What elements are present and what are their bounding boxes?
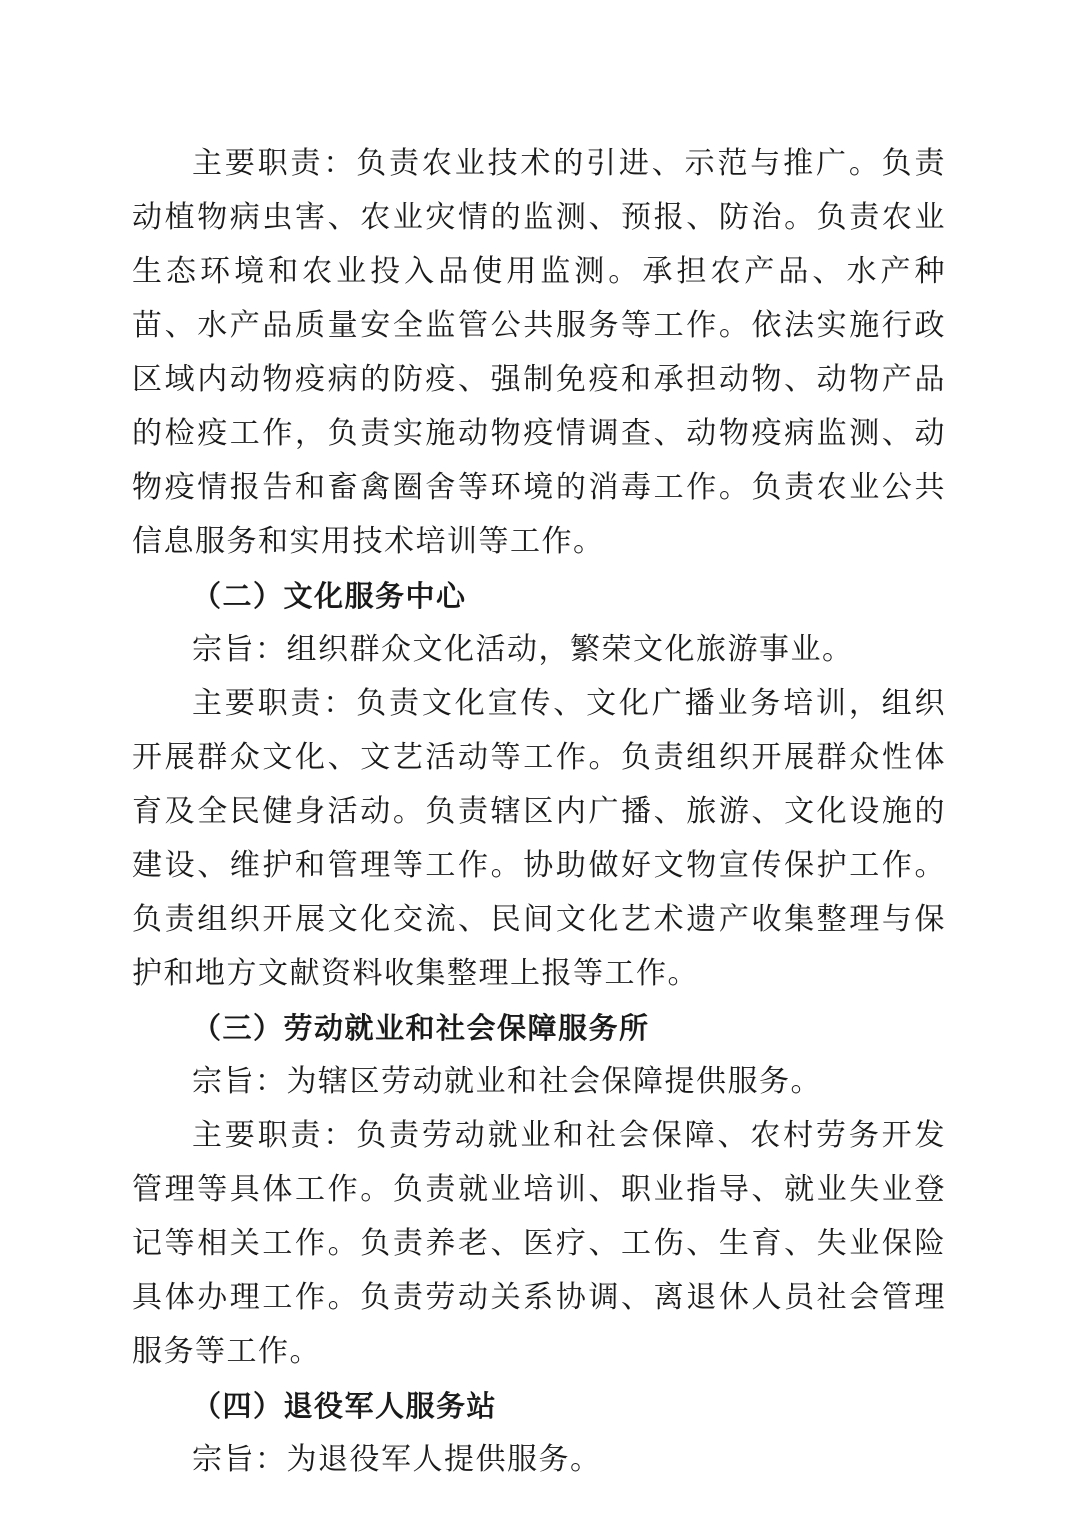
paragraph-culture-purpose: 宗旨：组织群众文化活动，繁荣文化旅游事业。 <box>192 632 854 667</box>
paragraph-agriculture-duties: 主要职责：负责农业技术的引进、示范与推广。负责动植物病虫害、农业灾情的监测、预报、防治。负责农业生态环境和农业投入品使用监测。承担农产品、水产种苗、水产品质量安全监管公共服务等工作。依法实施行政区域内动物疫病的防疫、强制免疫和承担动物、动物产品的检疫工作，负责实施动物疫情调查、动物疫病监测、动物疫情报告和畜禽圈舍等环境的消毒工作。负责农业公共信息服务和实用技术培训等工作。 <box>132 146 946 559</box>
paragraph-labor-purpose: 宗旨：为辖区劳动就业和社会保障提供服务。 <box>192 1064 822 1099</box>
section-heading-culture-center: （二）文化服务中心 <box>192 579 467 613</box>
document-body <box>132 137 946 1487</box>
paragraph-veterans-purpose: 宗旨：为退役军人提供服务。 <box>192 1442 602 1477</box>
paragraph-labor-duties: 主要职责：负责劳动就业和社会保障、农村劳务开发管理等具体工作。负责就业培训、职业指导、就业失业登记等相关工作。负责养老、医疗、工伤、生育、失业保险具体办理工作。负责劳动关系协调、离退休人员社会管理服务等工作。 <box>132 1118 946 1369</box>
section-heading-labor-office: （三）劳动就业和社会保障服务所 <box>192 1011 650 1045</box>
paragraph-culture-duties: 主要职责：负责文化宣传、文化广播业务培训，组织开展群众文化、文艺活动等工作。负责组织开展群众性体育及全民健身活动。负责辖区内广播、旅游、文化设施的建设、维护和管理等工作。协助做好文物宣传保护工作。负责组织开展文化交流、民间文化艺术遗产收集整理与保护和地方文献资料收集整理上报等工作。 <box>132 686 946 991</box>
section-heading-veterans-station: （四）退役军人服务站 <box>192 1389 498 1423</box>
